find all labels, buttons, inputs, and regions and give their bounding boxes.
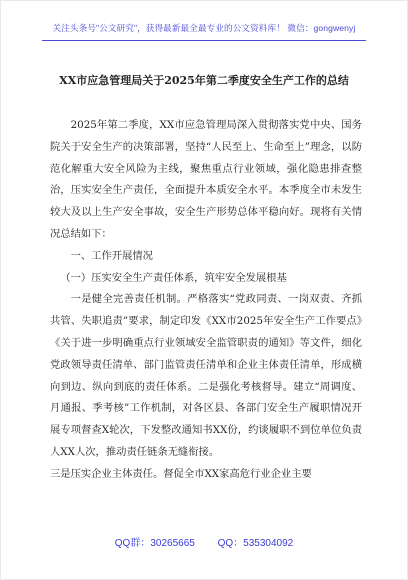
contact-footer xyxy=(0,534,408,549)
qq-contact-label: QQ：535304092 xyxy=(217,538,294,549)
subsection-heading-1: （一）压实安全生产责任体系，筑牢安全发展根基 xyxy=(60,271,287,284)
header-divider xyxy=(42,40,366,41)
document-title: XX市应急管理局关于2025年第二季度安全生产工作的总结 xyxy=(59,74,349,87)
section-heading-1: 一、工作开展情况 xyxy=(70,249,153,262)
promo-header: 关注头条号"公文研究"，获得最新最全最专业的公文资料库！ 微信：gongwenyj xyxy=(52,23,356,33)
intro-paragraph: 2025年第二季度，XX市应急管理局深入贯彻落实党中央、国务院关于安全生产的决策部署，坚持“人民至上、生命至上”理念，以防范化解重大安全风险为主线，聚焦重点行业领域，强化隐患排查整治，压实安全生产责任，全面提升本质安全水平。本季度全市未发生较大及以上生产安全事故，安全生产形势总体平稳向好。现将有关情况总结如下： xyxy=(50,119,362,240)
document-body xyxy=(50,115,362,486)
qq-group-label: QQ群：30265665 xyxy=(114,538,195,549)
body-paragraph-2: 三是压实企业主体责任。督促全市XX家高危行业企业主要 xyxy=(50,467,312,480)
body-paragraph-1: 一是健全完善责任机制。严格落实“党政同责、一岗双责、齐抓共管、失职追责”要求，制定印发《XX市2025年安全生产工作要点》《关于进一步明确重点行业领域安全监管职责的通知》等文件，细化党政领导责任清单、部门监管责任清单和企业主体责任清单，形成横向到边、纵向到底的责任体系。二是强化考核督导。建立“周调度、月通报、季考核”工作机制，对各区县、各部门安全生产履职情况开展专项督查X轮次，下发整改通知书XX份，约谈履职不到位单位负责人XX人次，推动责任链条无缝衔接。 xyxy=(50,293,362,458)
